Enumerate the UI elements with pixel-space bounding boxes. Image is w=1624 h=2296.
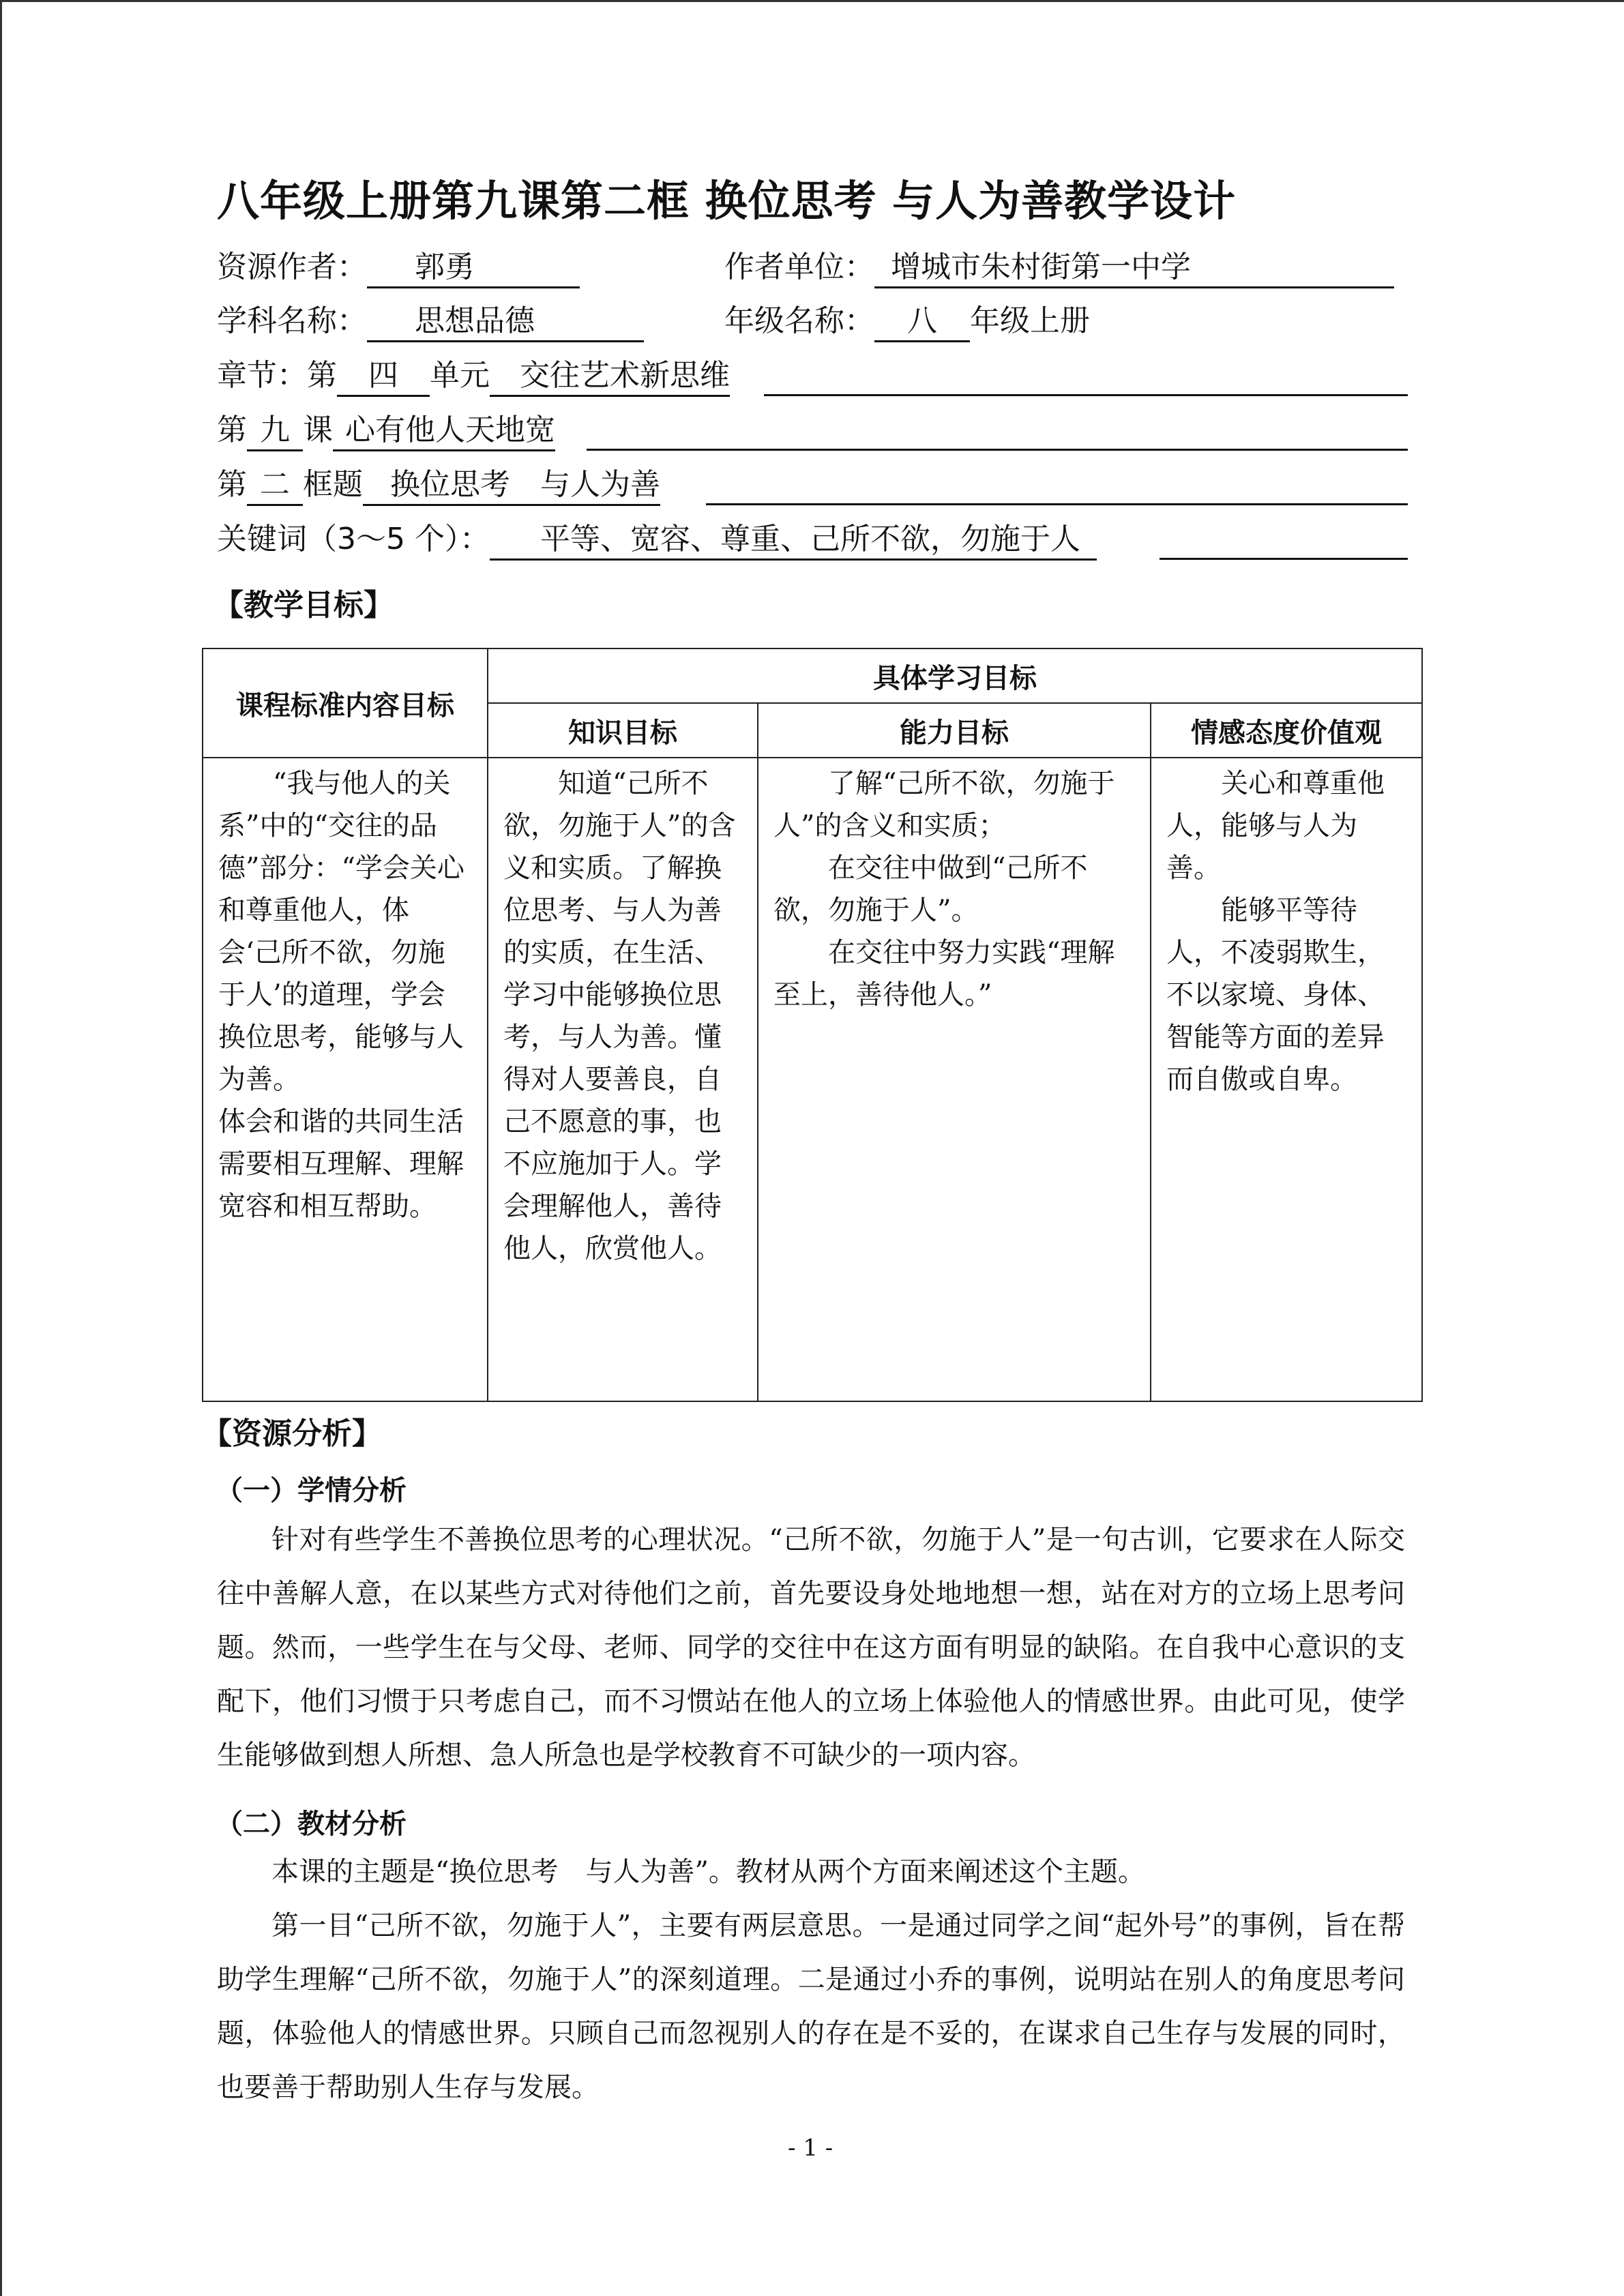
textbook-paragraph-1: 本课的主题是“换位思考 与人为善”。教材从两个方面来阐述这个主题。 bbox=[271, 1856, 1145, 1888]
student-analysis-paragraph: 针对有些学生不善换位思考的心理状况。“己所不欲，勿施于人”是一句古训，它要求在人际交往中善解人意，在以某些方式对待他们之前，首先要设身处地地想一想，站在对方的立场上思考问题。然而，一些学生在与父母、老师、同学的交往中在这方面有明显的缺陷。在自我中心意识的支配下，他们习惯于只考虑自己，而不习惯站在他人的立场上体验他人的情感世界。由此可见，使学生能够做到想人所想、急人所急也是学校教育不可缺少的一项内容。 bbox=[217, 1524, 1405, 1771]
ability-text-1: 了解“己所不欲，勿施于人”的含义和实质； bbox=[773, 768, 1115, 841]
frame-title: 换位思考 与人为善 bbox=[363, 466, 660, 506]
keywords-field bbox=[217, 519, 1097, 561]
header-knowledge: 知识目标 bbox=[488, 703, 758, 758]
cell-knowledge bbox=[488, 758, 758, 1401]
keywords-underline bbox=[1160, 558, 1408, 560]
chapter-unit-label: 单元 bbox=[430, 358, 490, 393]
document-title: 八年级上册第九课第二框 换位思考 与人为善教学设计 bbox=[217, 176, 1237, 226]
standard-text-2: 体会和谐的共同生活需要相互理解、理解宽容和相互帮助。 bbox=[218, 1106, 464, 1222]
section-resource-analysis: 【资源分析】 bbox=[202, 1416, 382, 1451]
grade-value: 八 bbox=[874, 302, 970, 342]
grade-field bbox=[724, 301, 1090, 342]
chapter-prefix: 章节：第 bbox=[217, 358, 337, 393]
header-emotion: 情感态度价值观 bbox=[1151, 703, 1422, 758]
subsection-textbook-analysis: （二）教材分析 bbox=[216, 1808, 407, 1840]
subject-field bbox=[217, 301, 644, 342]
author-field bbox=[217, 247, 580, 288]
page-border-left bbox=[0, 0, 2, 2296]
emotion-text-2: 能够平等待人，不凌弱欺生，不以家境、身体、智能等方面的差异而自傲或自卑。 bbox=[1166, 895, 1385, 1095]
chapter-number: 四 bbox=[337, 357, 430, 397]
author-value: 郭勇 bbox=[367, 248, 580, 288]
author-label: 资源作者： bbox=[217, 250, 367, 284]
cell-standard bbox=[203, 758, 488, 1401]
textbook-paragraph-2: 第一目“己所不欲，勿施于人”，主要有两层意思。一是通过同学之间“起外号”的事例，旨在帮助学生理解“己所不欲，勿施于人”的深刻道理。二是通过小乔的事例，说明站在别人的角度思考问题，体验他人的情感世界。只顾自己而忽视别人的存在是不妥的，在谋求自己生存与发展的同时，也要善于帮助别人生存与发展。 bbox=[217, 1910, 1405, 2103]
table-header-row-1 bbox=[203, 648, 1422, 703]
unit-value: 增城市朱村街第一中学 bbox=[874, 248, 1394, 288]
unit-field bbox=[724, 247, 1394, 288]
header-specific: 具体学习目标 bbox=[488, 648, 1422, 703]
knowledge-text: 知道“己所不欲，勿施于人”的含义和实质。了解换位思考、与人为善的实质，在生活、学习中能够换位思考，与人为善。懂得对人要善良，自己不愿意的事，也不应施加于人。学会理解他人，善待他人，欣赏他人。 bbox=[503, 768, 736, 1264]
lesson-field bbox=[217, 410, 555, 451]
cell-ability bbox=[758, 758, 1151, 1401]
grade-suffix: 年级上册 bbox=[970, 303, 1090, 338]
frame-prefix: 第 bbox=[217, 467, 247, 502]
chapter-underline bbox=[764, 394, 1408, 396]
frame-number: 二 bbox=[247, 466, 303, 506]
chapter-field bbox=[217, 355, 730, 397]
header-ability: 能力目标 bbox=[758, 703, 1151, 758]
ability-text-3: 在交往中努力实践“理解至上，善待他人。” bbox=[773, 937, 1115, 1011]
frame-underline bbox=[706, 503, 1408, 505]
header-standard: 课程标准内容目标 bbox=[203, 648, 488, 758]
table-body-row bbox=[203, 758, 1422, 1401]
lesson-prefix: 第 bbox=[217, 413, 247, 447]
lesson-unit-label: 课 bbox=[303, 413, 333, 447]
cell-emotion bbox=[1151, 758, 1422, 1401]
teaching-goals-table bbox=[202, 648, 1423, 1402]
chapter-title: 交往艺术新思维 bbox=[490, 357, 730, 397]
unit-label: 作者单位： bbox=[724, 250, 874, 284]
frame-field bbox=[217, 464, 660, 506]
section-teaching-goals: 【教学目标】 bbox=[213, 588, 394, 623]
ability-text-2: 在交往中做到“己所不欲，勿施于人”。 bbox=[773, 852, 1088, 926]
standard-text-1: “我与他人的关系”中的“交往的品德”部分：“学会关心和尊重他人，体会‘己所不欲，勿施于人’的道理，学会换位思考，能够与人为善。 bbox=[218, 768, 464, 1095]
keywords-label: 关键词（3～5 个）： bbox=[217, 522, 490, 556]
keywords-value: 平等、宽容、尊重、己所不欲，勿施于人 bbox=[490, 520, 1097, 561]
lesson-number: 九 bbox=[247, 411, 303, 451]
subsection-student-analysis: （一）学情分析 bbox=[216, 1475, 407, 1506]
emotion-text-1: 关心和尊重他人，能够与人为善。 bbox=[1166, 768, 1385, 884]
subject-label: 学科名称： bbox=[217, 303, 367, 338]
page-number: - 1 - bbox=[788, 2134, 833, 2162]
lesson-underline bbox=[587, 449, 1408, 451]
page-border-top bbox=[0, 0, 1624, 2]
frame-unit-label: 框题 bbox=[303, 467, 363, 502]
subject-value: 思想品德 bbox=[367, 302, 644, 342]
grade-label: 年级名称： bbox=[724, 303, 874, 338]
lesson-title: 心有他人天地宽 bbox=[333, 411, 555, 451]
